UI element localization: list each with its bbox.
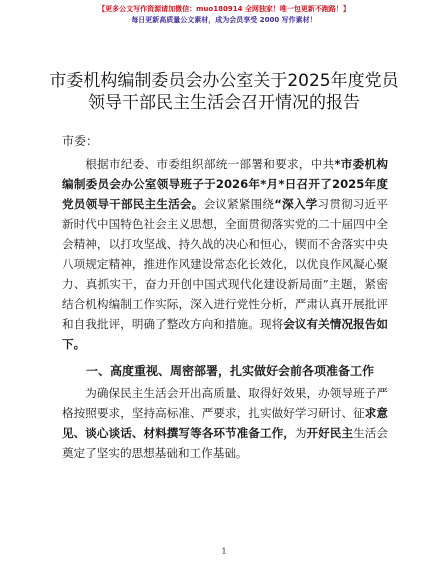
paragraph-text: 生活会奠定了坚实的思想基础和工作基础。 xyxy=(62,426,388,460)
paragraph-text: 会议紧紧围绕 xyxy=(203,197,275,211)
section-heading-1: 一、高度重视、周密部署，扎实做好会前各项准备工作 xyxy=(86,364,375,378)
body-paragraph-1 xyxy=(62,154,388,354)
bold-text: *市委机构编制委员会办公室领导班子于2026年*月*日召开了2025年度党员领导干部民主生活会。 xyxy=(62,157,388,211)
bold-text: “深入学 xyxy=(274,197,318,211)
body-paragraph-2 xyxy=(62,383,388,463)
paragraph-text: 为确保民主生活会开出高质量、取得好效果，办领导班子严格按照要求，坚持高标准、严要求，扎实做好学习研讨、征 xyxy=(62,386,388,420)
promo-banner-line1: 【更多公文写作资源请加微信：muo180914 全网独家！唯一包更新不跑路！】 xyxy=(98,5,350,13)
page-number: 1 xyxy=(221,547,227,556)
paragraph-text: 根据市纪委、市委组织部统一部署和要求，中共 xyxy=(85,157,335,171)
paragraph-text: 习贯彻习近平新时代中国特色社会主义思想，全面贯彻落实党的二十届四中全会精神，以打攻坚战、持久战的决心和恒心，锲而不舍落实中央八项规定精神，推进作风建设常态化长效化，以优良作风凝心聚力、真抓实干，奋力开创中国式现代化建设新局面”主题，紧密结合机构编制工作实际，深入进行党性分析，严肃认真开展批评和自我批评，明确了整改方向和措施。现将 xyxy=(62,197,388,331)
bold-text: 会议有关情况报告如下。 xyxy=(62,317,388,351)
bold-text: 开好民主 xyxy=(306,426,354,440)
promo-banner xyxy=(0,4,448,26)
paragraph-text: 为 xyxy=(294,426,307,440)
promo-banner-line2: 每日更新高质量公文素材，成为会员享受 2000 写作素材！ xyxy=(131,16,317,24)
document-title xyxy=(30,70,418,114)
title-line1: 市委机构编制委员会办公室关于2025年度党员 xyxy=(49,71,399,91)
salutation: 市委： xyxy=(62,134,99,148)
document-body xyxy=(62,154,388,463)
bold-text: 求意见、谈心谈话、材料撰写等各环节准备工作， xyxy=(62,406,388,440)
title-line2: 领导干部民主生活会召开情况的报告 xyxy=(88,93,360,113)
